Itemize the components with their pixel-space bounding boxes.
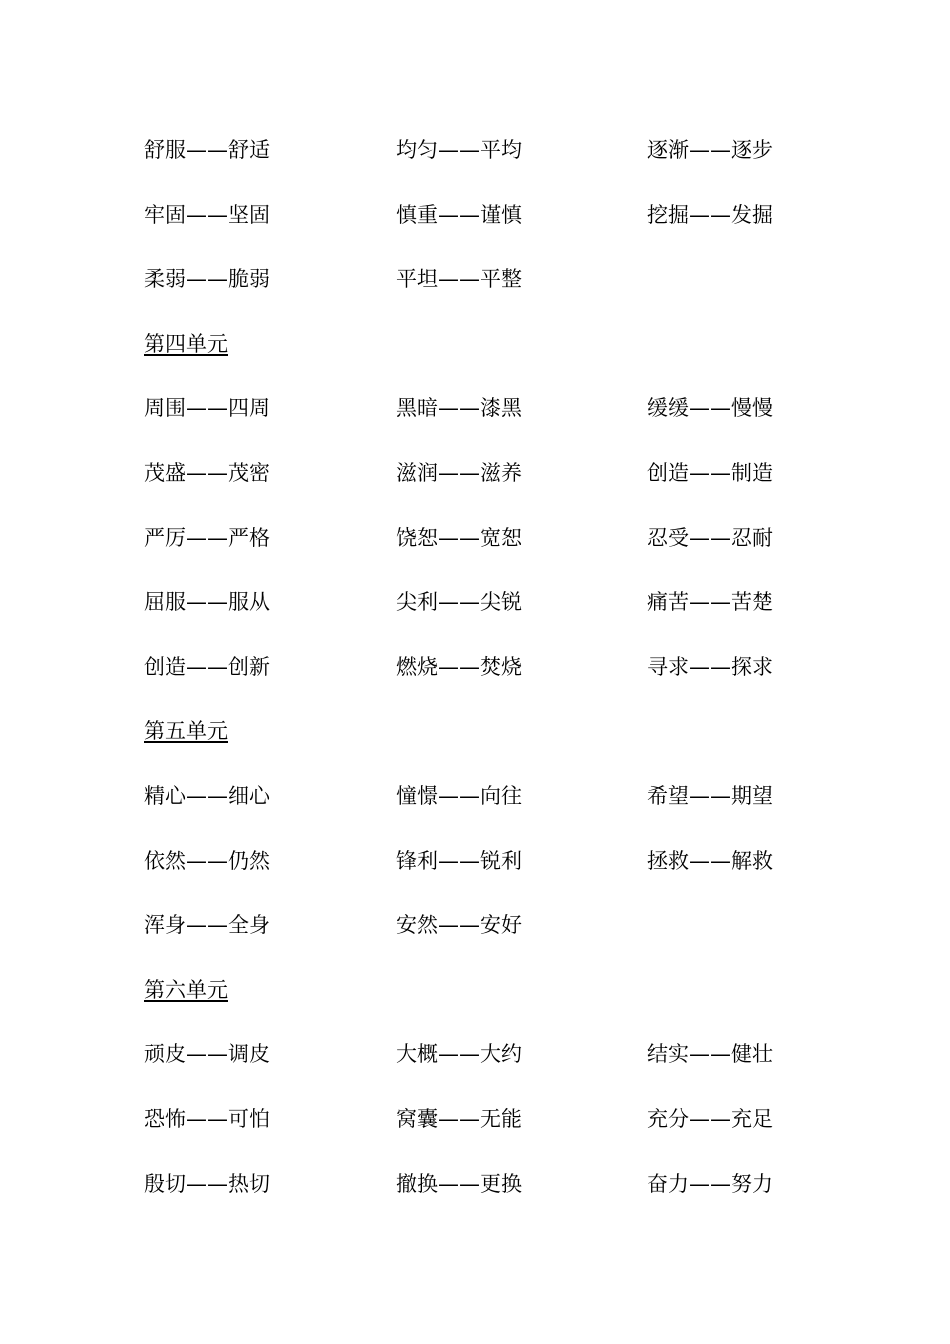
synonym-pair: 创造——创新: [144, 654, 270, 679]
synonym-pair: 黑暗——漆黑: [396, 396, 522, 421]
synonym-pair: 安然——安好: [396, 913, 522, 938]
synonym-pair: 严厉——严格: [144, 525, 270, 550]
synonym-pair: 殷切——热切: [144, 1171, 270, 1196]
synonym-pair: 缓缓——慢慢: [647, 396, 773, 421]
synonym-row: [144, 570, 844, 635]
synonym-list: [144, 118, 844, 1216]
synonym-pair: 忍受——忍耐: [647, 525, 773, 550]
unit-heading: 第五单元: [144, 719, 228, 744]
synonym-row: [144, 764, 844, 829]
synonym-row: [144, 1152, 844, 1217]
synonym-pair: 挖掘——发掘: [647, 202, 773, 227]
synonym-pair: 慎重——谨慎: [396, 202, 522, 227]
synonym-pair: 创造——制造: [647, 460, 773, 485]
synonym-pair: 燃烧——焚烧: [396, 654, 522, 679]
synonym-pair: 拯救——解救: [647, 848, 773, 873]
synonym-pair: 滋润——滋养: [396, 460, 522, 485]
synonym-row: [144, 506, 844, 571]
synonym-row: [144, 635, 844, 700]
synonym-pair: 屈服——服从: [144, 590, 270, 615]
synonym-pair: 牢固——坚固: [144, 202, 270, 227]
synonym-row: [144, 376, 844, 441]
synonym-row: [144, 118, 844, 183]
synonym-pair: 撤换——更换: [396, 1171, 522, 1196]
unit-heading: 第六单元: [144, 977, 228, 1002]
synonym-pair: 大概——大约: [396, 1042, 522, 1067]
synonym-pair: 希望——期望: [647, 783, 773, 808]
synonym-row: [144, 1022, 844, 1087]
synonym-pair: 柔弱——脆弱: [144, 267, 270, 292]
synonym-pair: 周围——四周: [144, 396, 270, 421]
synonym-pair: 精心——细心: [144, 783, 270, 808]
synonym-pair: 饶恕——宽恕: [396, 525, 522, 550]
synonym-pair: 浑身——全身: [144, 913, 270, 938]
synonym-pair: 结实——健壮: [647, 1042, 773, 1067]
unit-heading-row: [144, 958, 844, 1023]
synonym-pair: 憧憬——向往: [396, 783, 522, 808]
synonym-pair: 顽皮——调皮: [144, 1042, 270, 1067]
synonym-pair: 茂盛——茂密: [144, 460, 270, 485]
synonym-pair: 充分——充足: [647, 1106, 773, 1131]
synonym-pair: 依然——仍然: [144, 848, 270, 873]
synonym-pair: 奋力——努力: [647, 1171, 773, 1196]
synonym-row: [144, 829, 844, 894]
synonym-pair: 寻求——探求: [647, 654, 773, 679]
synonym-pair: 痛苦——苦楚: [647, 590, 773, 615]
synonym-pair: 恐怖——可怕: [144, 1106, 270, 1131]
synonym-row: [144, 1087, 844, 1152]
synonym-pair: 均匀——平均: [396, 138, 522, 162]
unit-heading-row: [144, 312, 844, 377]
unit-heading-row: [144, 699, 844, 764]
synonym-pair: 舒服——舒适: [144, 138, 270, 162]
synonym-row: [144, 247, 844, 312]
synonym-row: [144, 183, 844, 248]
synonym-row: [144, 441, 844, 506]
synonym-pair: 尖利——尖锐: [396, 590, 522, 615]
synonym-pair: 窝囊——无能: [396, 1106, 522, 1131]
synonym-pair: 锋利——锐利: [396, 848, 522, 873]
synonym-pair: 平坦——平整: [396, 267, 522, 292]
unit-heading: 第四单元: [144, 331, 228, 356]
synonym-pair: 逐渐——逐步: [647, 138, 773, 162]
synonym-row: [144, 893, 844, 958]
